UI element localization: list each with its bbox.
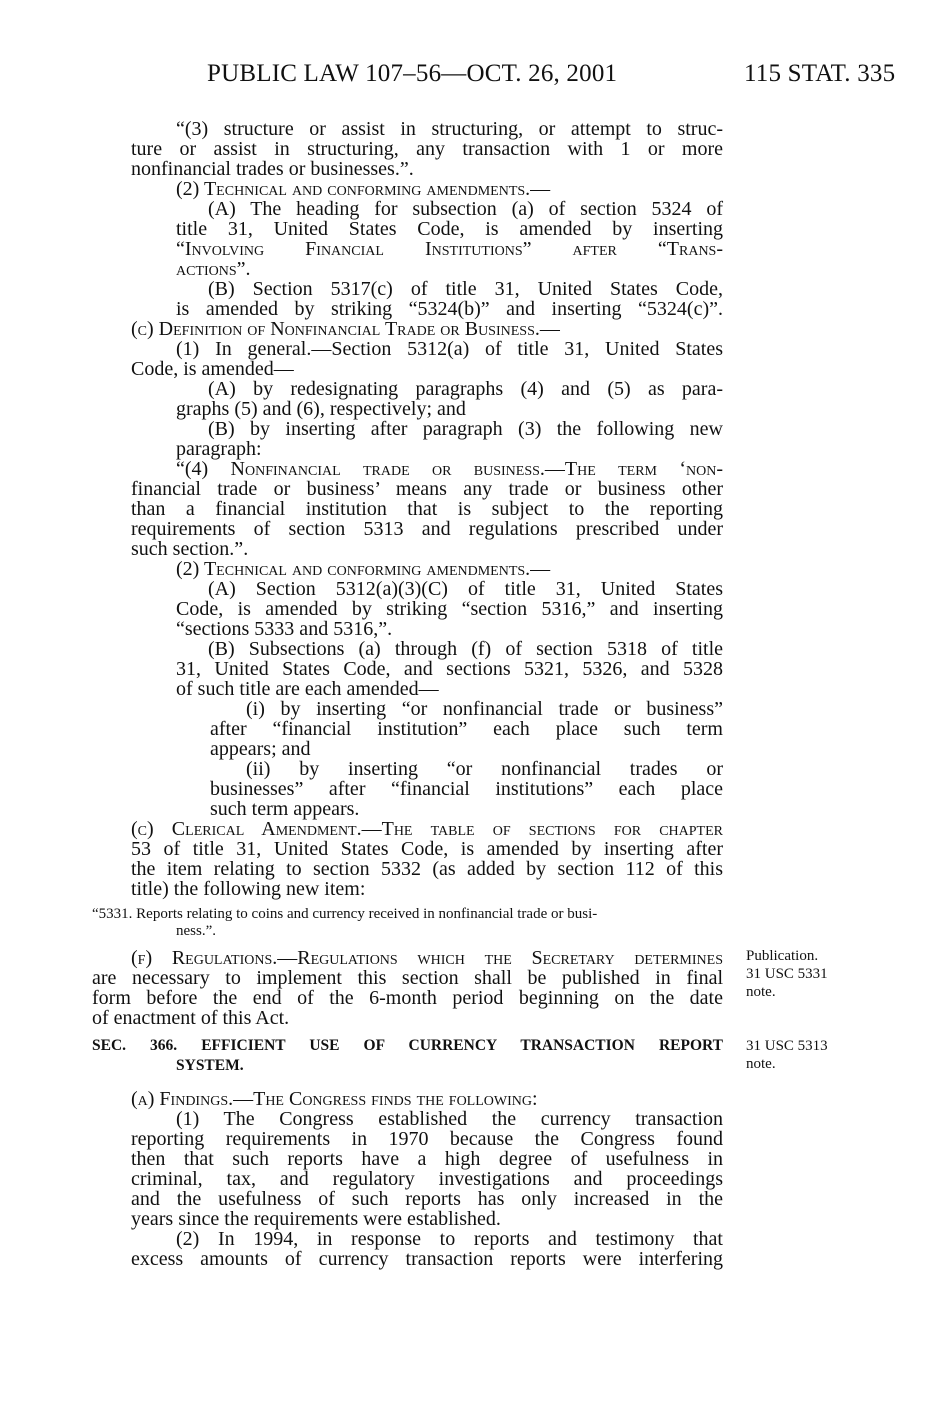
margin-note-line: 31 USC 5313 — [746, 1038, 828, 1054]
text-line: (B) Subsections (a) through (f) of section 5318 of title — [208, 638, 723, 660]
subsection-heading: (c) Definition of Nonfinancial Trade or Business.— — [131, 318, 560, 340]
text-line: (i) by inserting “or nonfinancial trade or business” — [246, 698, 723, 720]
table-item-line: “5331. Reports relating to coins and currency received in nonfinancial trade or busi- — [92, 906, 598, 922]
text-line: (ii) by inserting “or nonfinancial trades or — [246, 758, 723, 780]
text-line: (a) Findings.—The Congress finds the following: — [131, 1088, 538, 1110]
text-line: criminal, tax, and regulatory investigations and proceedings — [131, 1168, 723, 1190]
text-line: the item relating to section 5332 (as added by section 112 of this — [131, 858, 723, 880]
text-line: then that such reports have a high degree of usefulness in — [131, 1148, 723, 1170]
text-line: 53 of title 31, United States Code, is amended by inserting after — [131, 838, 723, 860]
text-line: “sections 5333 and 5316,”. — [176, 618, 393, 640]
text-line: (A) The heading for subsection (a) of section 5324 of — [208, 198, 723, 220]
margin-note-line: Publication. — [746, 948, 819, 964]
text-line: (2) In 1994, in response to reports and testimony that — [176, 1228, 723, 1250]
text-line: “(3) structure or assist in structuring, or attempt to struc- — [176, 118, 723, 140]
text-line: Code, is amended by striking “section 5316,” and inserting — [176, 598, 723, 620]
text-line: is amended by striking “5324(b)” and inserting “5324(c)”. — [176, 298, 723, 320]
text-line: appears; and — [210, 738, 311, 760]
text-line: actions”. — [176, 258, 251, 280]
text-line: such term appears. — [210, 798, 360, 820]
text-line: of such title are each amended— — [176, 678, 439, 700]
text-line: (B) by inserting after paragraph (3) the following new — [208, 418, 723, 440]
subsection-heading: (2) Technical and conforming amendments.— — [176, 558, 551, 580]
subsection-heading: (2) Technical and conforming amendments.— — [176, 178, 551, 200]
text-line: of enactment of this Act. — [92, 1007, 290, 1029]
text-line: title) the following new item: — [131, 878, 366, 900]
text-line: financial trade or business’ means any trade or business other — [131, 478, 723, 500]
text-line: graphs (5) and (6), respectively; and — [176, 398, 466, 420]
text-line: (A) Section 5312(a)(3)(C) of title 31, United States — [208, 578, 723, 600]
text-line: (B) Section 5317(c) of title 31, United States Code, — [208, 278, 723, 300]
text-line: (1) The Congress established the currency transaction — [176, 1108, 723, 1130]
text-line: businesses” after “financial institutions” each place — [210, 778, 723, 800]
text-line: after “financial institution” each place such term — [210, 718, 723, 740]
margin-note-line: 31 USC 5331 — [746, 966, 828, 982]
text-line: than a financial institution that is subject to the reporting — [131, 498, 723, 520]
text-line: 31, United States Code, and sections 5321, 5326, and 5328 — [176, 658, 723, 680]
text-line: Code, is amended— — [131, 358, 294, 380]
margin-note-line: note. — [746, 984, 776, 1000]
text-line: are necessary to implement this section shall be published in final — [92, 967, 723, 989]
text-line: years since the requirements were established. — [131, 1208, 501, 1230]
text-line: requirements of section 5313 and regulations prescribed under — [131, 518, 723, 540]
text-line: (A) by redesignating paragraphs (4) and (5) as para- — [208, 378, 723, 400]
text-line: paragraph: — [176, 438, 262, 460]
text-line: excess amounts of currency transaction reports were interfering — [131, 1248, 723, 1270]
text-line: and the usefulness of such reports has only increased in the — [131, 1188, 723, 1210]
text-line: form before the end of the 6-month period beginning on the date — [92, 987, 723, 1009]
section-heading-line: SYSTEM. — [176, 1057, 244, 1074]
section-heading-line: SEC. 366. EFFICIENT USE OF CURRENCY TRANSACTION REPORT — [92, 1037, 723, 1054]
text-line: nonfinancial trades or businesses.”. — [131, 158, 414, 180]
subsection-heading: (c) Clerical Amendment.—The table of sections for chapter — [131, 818, 723, 840]
text-line: (1) In general.—Section 5312(a) of title 31, United States — [176, 338, 723, 360]
text-line: “(4) Nonfinancial trade or business.—The term ‘non- — [176, 458, 723, 480]
text-line: (f) Regulations.—Regulations which the Secretary determines — [131, 947, 723, 969]
header-public-law: PUBLIC LAW 107–56—OCT. 26, 2001 — [207, 60, 618, 87]
margin-note-line: note. — [746, 1056, 776, 1072]
text-line: ture or assist in structuring, any transaction with 1 or more — [131, 138, 723, 160]
table-item-line: ness.”. — [176, 923, 216, 939]
text-line: reporting requirements in 1970 because the Congress found — [131, 1128, 723, 1150]
text-line: “Involving Financial Institutions” after “Trans- — [176, 238, 723, 260]
header-page-number: 115 STAT. 335 — [744, 60, 896, 87]
text-line: such section.”. — [131, 538, 249, 560]
text-line: title 31, United States Code, is amended by inserting — [176, 218, 723, 240]
